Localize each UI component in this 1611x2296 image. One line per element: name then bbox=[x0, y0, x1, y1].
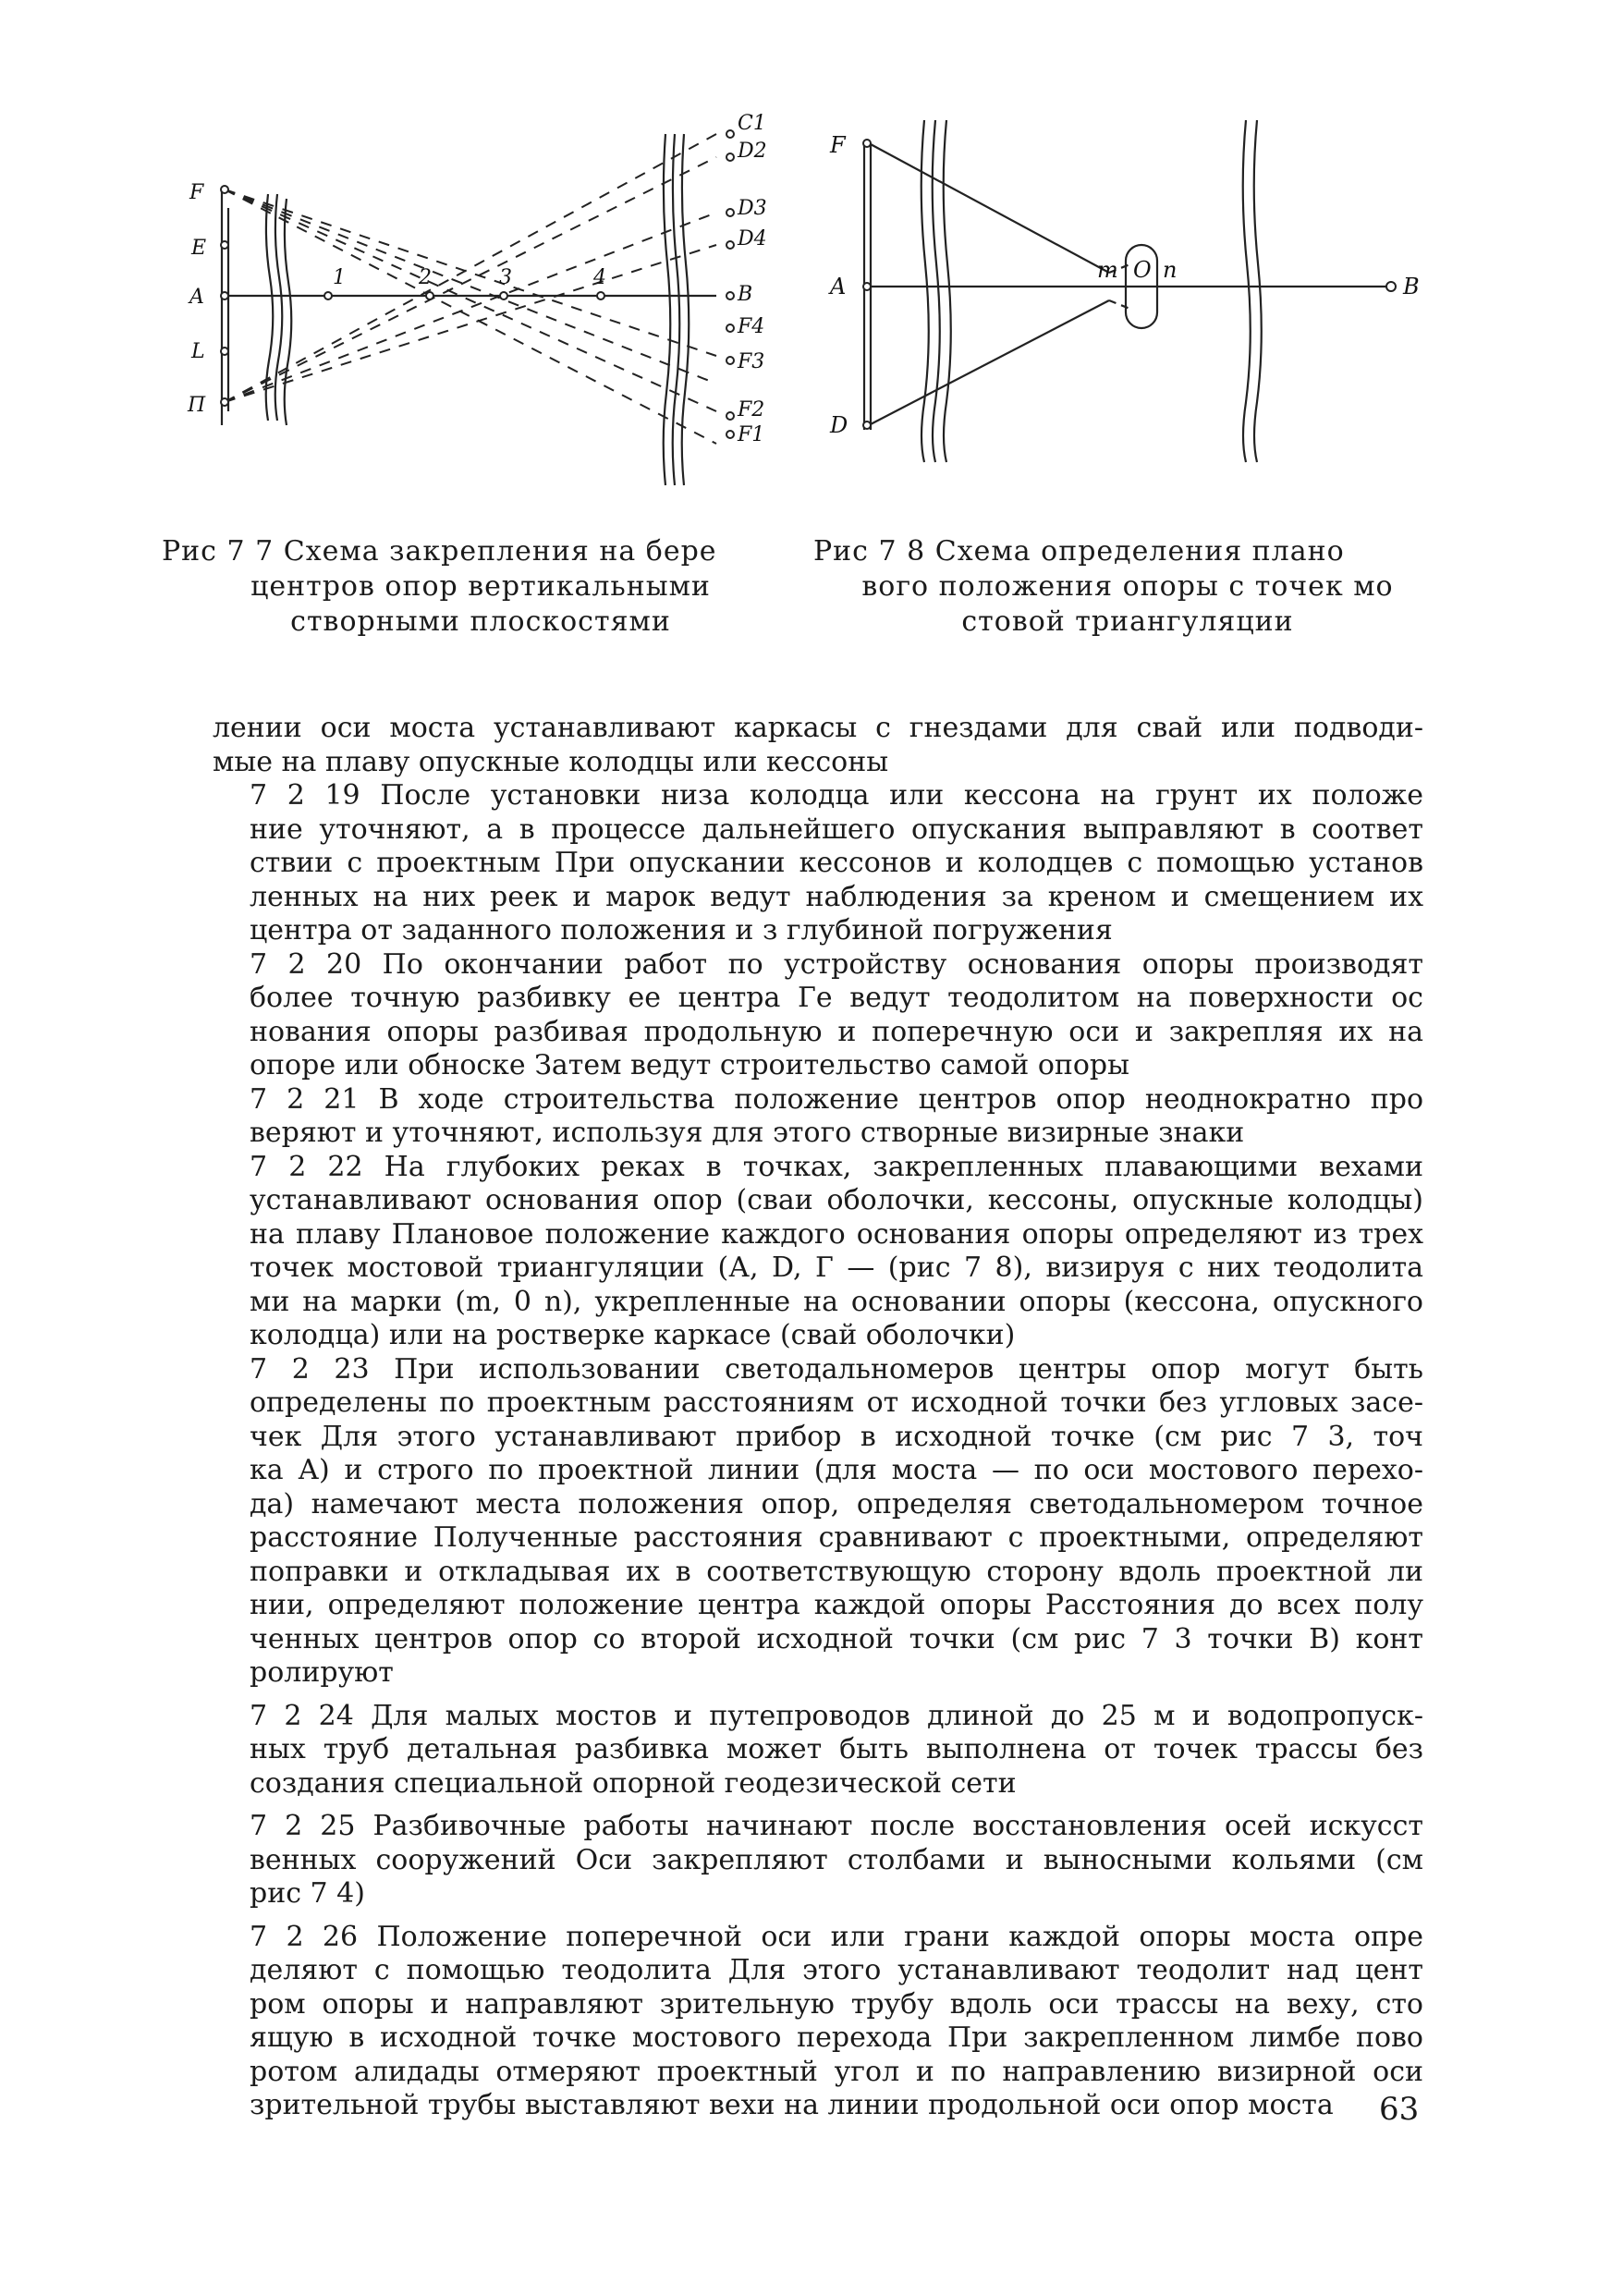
label-D2: D2 bbox=[738, 140, 767, 163]
caption-line: вого положения опоры с точек мо bbox=[861, 570, 1394, 603]
paragraph bbox=[213, 1353, 1423, 1691]
text-line: определены по проектным расстояниям от исходной точки без угловых засе- bbox=[250, 1386, 1423, 1419]
text-line: 7 2 21 В ходе строительства положение центров опор неоднократно про bbox=[250, 1082, 1423, 1116]
label-F2: F2 bbox=[738, 398, 765, 421]
caption-line: створными плоскостями bbox=[290, 605, 671, 638]
text-line: ка А) и строго по проектной линии (для моста — по оси мостового перехо- bbox=[250, 1454, 1423, 1486]
label-L: L bbox=[191, 340, 205, 363]
label-point-2: 2 bbox=[419, 266, 432, 289]
label-D-78: D bbox=[830, 412, 848, 438]
text-line: создания специальной опорной геодезической сети bbox=[250, 1766, 1017, 1800]
label-F3: F3 bbox=[738, 350, 765, 373]
text-line: 7 2 23 При использовании светодальномеров центры опор могут быть bbox=[250, 1352, 1423, 1386]
label-m: m bbox=[1097, 257, 1118, 283]
caption-line: Рис 7 8 Схема определения плано bbox=[813, 535, 1345, 568]
label-F: F bbox=[189, 181, 204, 204]
text-line: лении оси моста устанавливают каркасы с гнездами для свай или подводи- bbox=[213, 712, 1423, 744]
label-C1: C1 bbox=[738, 112, 766, 135]
paragraph bbox=[213, 1151, 1423, 1353]
label-D3: D3 bbox=[738, 197, 767, 220]
text-line: колодца) или на ростверке каркасе (свай оболочки) bbox=[250, 1319, 1016, 1351]
figure-7-8-diagram bbox=[813, 106, 1451, 476]
text-line: ствии с проектным При опускании кессонов и колодцев с помощью установ bbox=[250, 847, 1423, 879]
text-line: нии, определяют положение центра каждой опоры Расстояния до всех полу bbox=[250, 1589, 1423, 1621]
paragraph bbox=[213, 1810, 1423, 1911]
text-line: венных сооружений Оси закрепляют столбами и выносными кольями (см bbox=[250, 1843, 1423, 1876]
label-B-78: B bbox=[1403, 274, 1420, 299]
text-line: 7 2 26 Положение поперечной оси или грани каждой опоры моста опре bbox=[250, 1920, 1423, 1953]
text-line: расстояние Полученные расстояния сравнивают с проектными, определяют bbox=[250, 1521, 1423, 1554]
figure-7-7-caption bbox=[162, 534, 799, 640]
paragraph bbox=[213, 779, 1423, 948]
text-line: ленных на них реек и марок ведут наблюдения за креном и смещением их bbox=[250, 880, 1423, 913]
text-line: 7 2 24 Для малых мостов и путепроводов длиной до 25 м и водопропуск- bbox=[250, 1699, 1423, 1732]
text-line: деляют с помощью теодолита Для этого устанавливают теодолит над цент bbox=[250, 1954, 1423, 1986]
caption-line: Рис 7 7 Схема закрепления на бере bbox=[162, 535, 717, 568]
text-line: центра от заданного положения и з глубиной погружения bbox=[250, 914, 1113, 946]
label-point-4: 4 bbox=[593, 266, 606, 289]
text-line: ром опоры и направляют зрительную трубу вдоль оси трассы на веху, сто bbox=[250, 1987, 1423, 2021]
text-line: ных труб детальная разбивка может быть выполнена от точек трассы без bbox=[250, 1733, 1423, 1765]
body-text bbox=[213, 712, 1423, 2123]
text-line: опоре или обноске Затем ведут строительство самой опоры bbox=[250, 1049, 1130, 1081]
text-line: поправки и откладывая их в соответствующую сторону вдоль проектной ли bbox=[250, 1555, 1423, 1588]
paragraph bbox=[213, 1921, 1423, 2123]
label-A-78: A bbox=[830, 274, 847, 299]
text-line: 7 2 20 По окончании работ по устройству основания опоры производят bbox=[250, 947, 1423, 981]
text-line: ченных центров опор со второй исходной точки (см рис 7 3 точки В) конт bbox=[250, 1622, 1423, 1655]
label-A: A bbox=[189, 286, 204, 309]
figure-7-8-caption bbox=[813, 534, 1442, 640]
caption-line: стовой триангуляции bbox=[961, 605, 1294, 638]
text-line: 7 2 19 После установки низа колодца или кессона на грунт их положе bbox=[250, 779, 1423, 812]
text-line: точек мостовой триангуляции (А, D, Г — (рис 7 8), визируя с них теодолита bbox=[250, 1252, 1423, 1284]
text-line: ролируют bbox=[250, 1656, 394, 1689]
text-line: ние уточняют, а в процессе дальнейшего опускания выправляют в соответ bbox=[250, 812, 1423, 846]
text-line: 7 2 25 Разбивочные работы начинают после восстановления осей искусст bbox=[250, 1810, 1423, 1842]
text-line: устанавливают основания опор (сваи оболочки, кессоны, опускные колодцы) bbox=[250, 1184, 1423, 1216]
text-line: зрительной трубы выставляют вехи на линии продольной оси опор моста bbox=[250, 2089, 1334, 2121]
text-line: нования опоры разбивая продольную и поперечную оси и закрепляя их на bbox=[250, 1015, 1423, 1048]
label-P: П bbox=[188, 394, 206, 417]
label-D4: D4 bbox=[738, 227, 767, 250]
label-n: n bbox=[1163, 257, 1178, 283]
caption-line: центров опор вертикальными bbox=[250, 570, 711, 603]
text-line: на плаву Плановое положение каждого основания опоры определяют из трех bbox=[250, 1217, 1423, 1251]
page-number: 63 bbox=[1379, 2091, 1420, 2128]
text-line: мые на плаву опускные колодцы или кессоны bbox=[213, 745, 889, 778]
text-line: рис 7 4) bbox=[250, 1877, 365, 1910]
label-F-78: F bbox=[830, 132, 846, 158]
figure-7-7-diagram bbox=[180, 106, 772, 504]
text-line: более точную разбивку ее центра Ге ведут теодолитом на поверхности ос bbox=[250, 982, 1423, 1014]
paragraph bbox=[213, 1083, 1423, 1151]
paragraph bbox=[213, 948, 1423, 1083]
label-point-1: 1 bbox=[333, 266, 346, 289]
text-line: да) намечают места положения опор, определяя светодальномером точное bbox=[250, 1487, 1423, 1520]
label-F4: F4 bbox=[738, 315, 765, 338]
paragraph bbox=[213, 1700, 1423, 1801]
label-point-3: 3 bbox=[499, 266, 512, 289]
label-E: E bbox=[191, 237, 207, 260]
text-line: веряют и уточняют, используя для этого створные визирные знаки bbox=[250, 1117, 1245, 1149]
text-line: ми на марки (m, 0 n), укрепленные на основании опоры (кессона, опускного bbox=[250, 1285, 1423, 1318]
label-B: B bbox=[738, 283, 753, 306]
paragraph bbox=[213, 712, 1423, 779]
label-O: O bbox=[1133, 257, 1152, 283]
text-line: 7 2 22 На глубоких реках в точках, закрепленных плавающими вехами bbox=[250, 1150, 1423, 1183]
text-line: ротом алидады отмеряют проектный угол и по направлению визирной оси bbox=[250, 2055, 1423, 2088]
label-F1: F1 bbox=[738, 423, 765, 446]
text-line: чек Для этого устанавливают прибор в исходной точке (см рис 7 3, точ bbox=[250, 1420, 1423, 1453]
text-line: ящую в исходной точке мостового перехода При закрепленном лимбе пово bbox=[250, 2021, 1423, 2054]
